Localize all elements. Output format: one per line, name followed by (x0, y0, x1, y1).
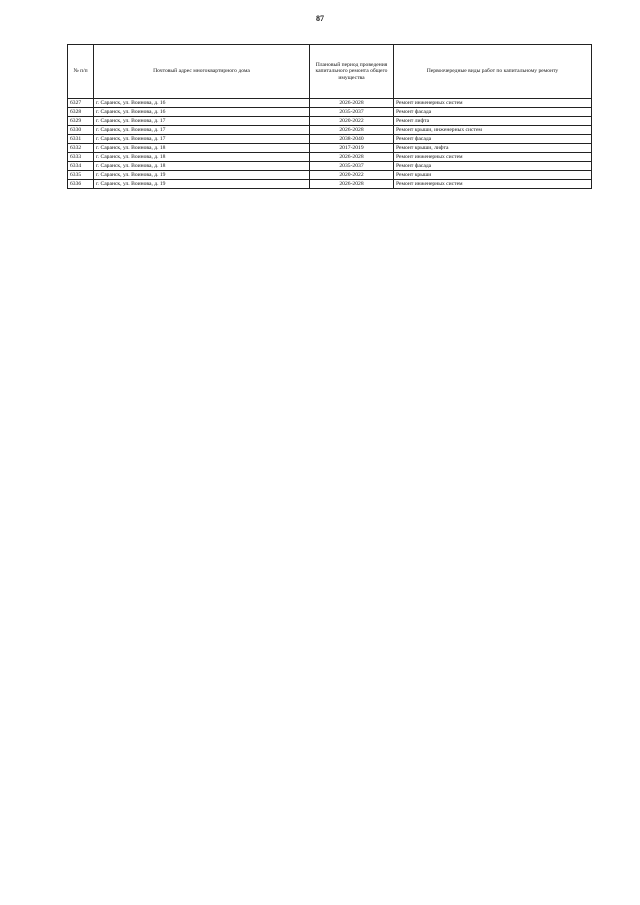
row-address: г. Саранск, ул. Воинова, д. 16 (94, 108, 310, 117)
row-address: г. Саранск, ул. Воинова, д. 17 (94, 117, 310, 126)
row-works: Ремонт инженерных систем (394, 99, 592, 108)
row-works: Ремонт инженерных систем (394, 153, 592, 162)
table-row (68, 117, 592, 126)
row-num: 6327 (68, 99, 94, 108)
row-works: Ремонт фасада (394, 108, 592, 117)
row-num: 6328 (68, 108, 94, 117)
row-works: Ремонт крыши, лифта (394, 144, 592, 153)
row-period: 2026-2028 (310, 126, 394, 135)
row-period: 2035-2037 (310, 108, 394, 117)
table-header-row (68, 45, 592, 99)
row-num: 6333 (68, 153, 94, 162)
row-period: 2026-2028 (310, 153, 394, 162)
row-address: г. Саранск, ул. Воинова, д. 18 (94, 162, 310, 171)
table-row (68, 162, 592, 171)
row-works: Ремонт крыши, инженерных систем (394, 126, 592, 135)
row-works: Ремонт лифта (394, 117, 592, 126)
page-number: 87 (316, 14, 324, 23)
row-address: г. Саранск, ул. Воинова, д. 19 (94, 171, 310, 180)
row-num: 6334 (68, 162, 94, 171)
capital-repair-table (67, 44, 592, 189)
row-address: г. Саранск, ул. Воинова, д. 18 (94, 153, 310, 162)
table-row (68, 108, 592, 117)
table-row (68, 135, 592, 144)
table-row (68, 171, 592, 180)
row-period: 2026-2028 (310, 99, 394, 108)
table-row (68, 144, 592, 153)
row-num: 6336 (68, 180, 94, 189)
row-works: Ремонт крыши (394, 171, 592, 180)
header-works: Первоочередные виды работ по капитальному ремонту (394, 45, 592, 99)
row-num: 6330 (68, 126, 94, 135)
row-works: Ремонт фасада (394, 162, 592, 171)
header-num: № п/п (68, 45, 94, 99)
row-period: 2020-2022 (310, 171, 394, 180)
row-address: г. Саранск, ул. Воинова, д. 17 (94, 126, 310, 135)
row-works: Ремонт инженерных систем (394, 180, 592, 189)
row-address: г. Саранск, ул. Воинова, д. 18 (94, 144, 310, 153)
table-row (68, 126, 592, 135)
row-period: 2017-2019 (310, 144, 394, 153)
row-num: 6332 (68, 144, 94, 153)
header-period: Плановый период проведения капитального ремонта общего имущества (310, 45, 394, 99)
row-period: 2020-2022 (310, 117, 394, 126)
table-row (68, 153, 592, 162)
row-period: 2035-2037 (310, 162, 394, 171)
header-address: Почтовый адрес многоквартирного дома (94, 45, 310, 99)
table-row (68, 99, 592, 108)
row-num: 6331 (68, 135, 94, 144)
row-num: 6335 (68, 171, 94, 180)
row-address: г. Саранск, ул. Воинова, д. 19 (94, 180, 310, 189)
row-works: Ремонт фасада (394, 135, 592, 144)
row-num: 6329 (68, 117, 94, 126)
row-address: г. Саранск, ул. Воинова, д. 16 (94, 99, 310, 108)
table-row (68, 180, 592, 189)
row-period: 2038-2040 (310, 135, 394, 144)
row-address: г. Саранск, ул. Воинова, д. 17 (94, 135, 310, 144)
row-period: 2026-2028 (310, 180, 394, 189)
